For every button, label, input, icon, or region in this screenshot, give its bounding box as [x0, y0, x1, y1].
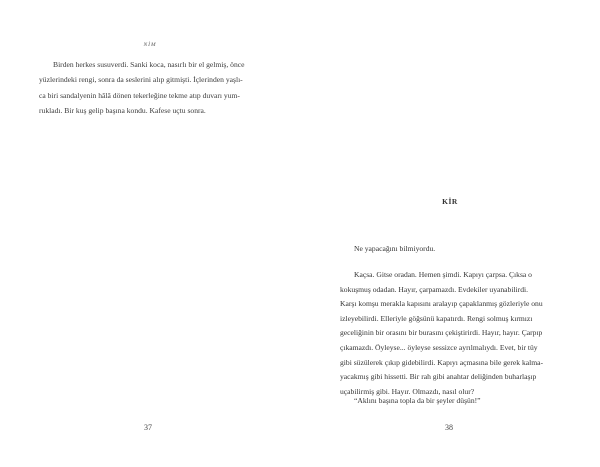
quote-line: “Aklını başına topla da bir şeyler düşün!” [354, 396, 481, 405]
text-line: ca biri sandalyenin hâlâ dönen tekerleğine tekme atıp duvarı yum- [39, 90, 240, 100]
page-number: 38 [445, 423, 453, 432]
text-line: Birden herkes susuverdi. Sanki koca, nasırlı bir el gelmiş, önce [53, 60, 245, 69]
chapter-title: KİR [442, 197, 458, 206]
intro-line: Ne yapacağını bilmiyordu. [354, 244, 436, 253]
right-page [300, 0, 600, 467]
main-paragraph [340, 268, 570, 399]
text-line: Kaçsa. Gitse oradan. Hemen şimdi. Kapıyı çarpsa. Çıksa o [354, 270, 532, 279]
page-number: 37 [144, 423, 152, 432]
text-line: izleyebilirdi. Elleriyle göğsünü kapatırdı. Rengi solmuş kırmızı [340, 313, 533, 323]
text-line: gibi süzülerek çıkıp gidebilirdi. Kapıyı açmasına bile gerek kalma- [340, 357, 544, 367]
running-head: NİM [143, 42, 157, 48]
text-line: kokuşmuş odadan. Hayır, çarpamazdı. Evdekiler uyanabilirdi. [340, 284, 529, 294]
text-line: Karşı komşu merakla kapısını aralayıp çapaklanmış gözleriyle onu [340, 299, 543, 309]
text-line: rukladı. Bir kuş gelip başına kondu. Kafese uçtu sonra. [39, 105, 206, 115]
text-line: yacakmış gibi hissetti. Bir rah gibi anahtar deliğinden buharlaşıp [340, 372, 537, 382]
text-line: geceliğinin bir orasını bir burasını çekiştirirdi. Hayır, hayır. Çarpıp [340, 328, 543, 338]
text-line: çıkamazdı. Öyleyse... öyleyse sessizce ayrılmalıydı. Evet, bir tüy [340, 342, 538, 352]
left-paragraph [39, 57, 269, 118]
text-line: uçabilirmiş gibi. Hayır. Olmazdı, nasıl olur? [340, 386, 475, 396]
text-line: yüzlerindeki rengi, sonra da seslerini alıp gitmişti. İçlerinden yaşlı- [39, 75, 243, 85]
